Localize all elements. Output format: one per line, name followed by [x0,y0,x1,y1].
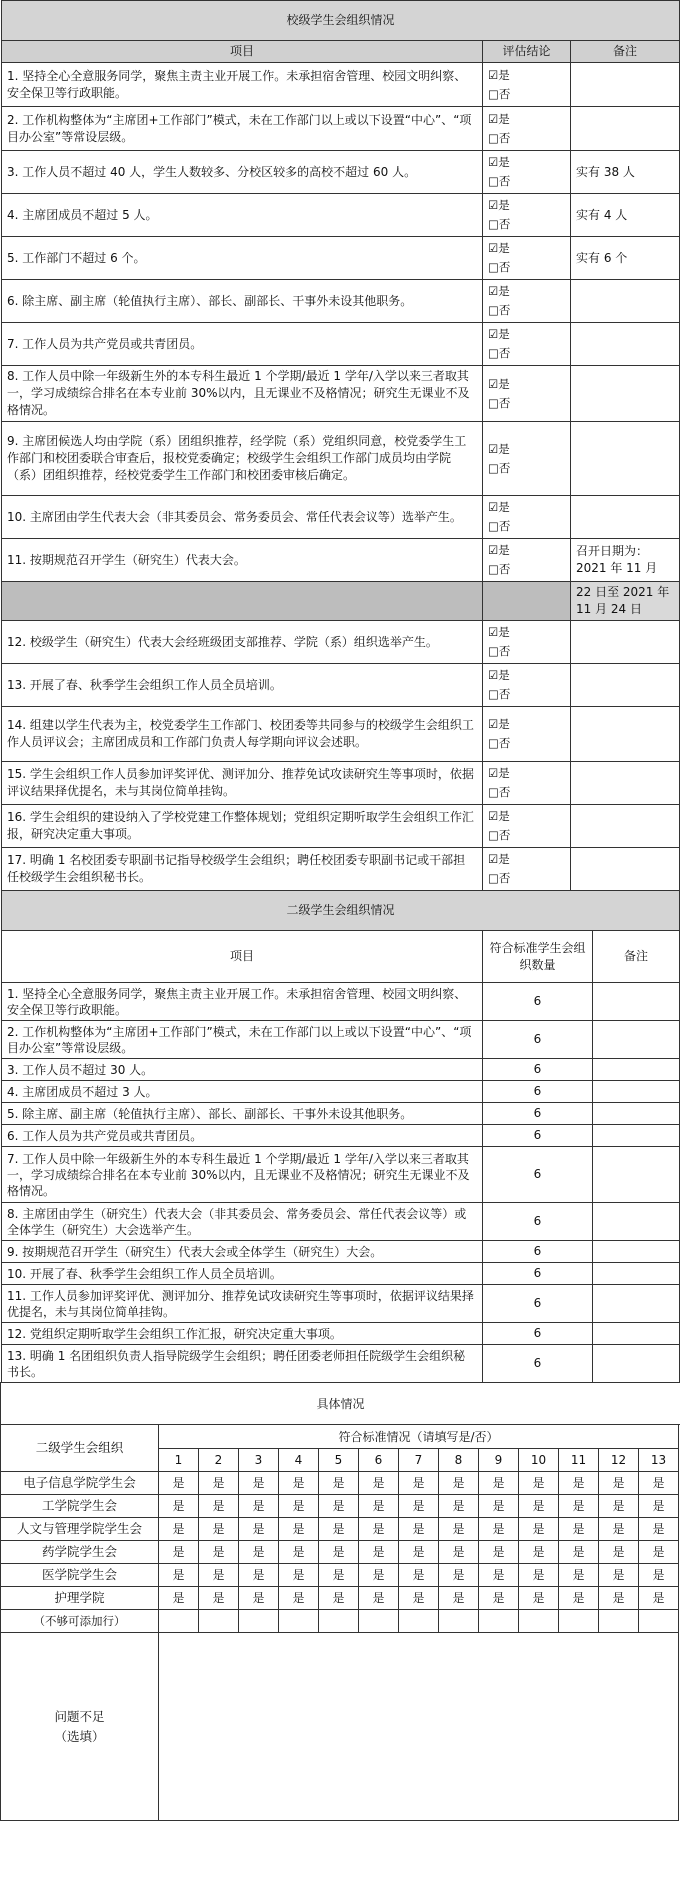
criterion-value[interactable]: 是 [479,1564,519,1587]
table-row [2,323,680,366]
empty-cell[interactable] [519,1610,559,1633]
no-checkbox[interactable]: □否 [488,174,511,188]
empty-cell[interactable] [239,1610,279,1633]
count-cell[interactable]: 6 [483,1285,593,1323]
criterion-value[interactable]: 是 [479,1518,519,1541]
criterion-value[interactable]: 是 [359,1587,399,1610]
result-cell [483,762,571,805]
note-cell[interactable] [593,1147,680,1203]
criterion-value[interactable]: 是 [279,1472,319,1495]
criterion-value[interactable]: 是 [159,1518,199,1541]
note-cell[interactable] [593,1021,680,1059]
note-cell[interactable] [593,1345,680,1383]
section2-title: 二级学生会组织情况 [2,891,680,931]
org-name: 护理学院 [1,1587,159,1610]
criterion-value[interactable]: 是 [439,1472,479,1495]
criterion-number: 13 [639,1449,679,1472]
yes-checkbox[interactable]: ☑是 [488,155,510,169]
criterion-value[interactable]: 是 [439,1541,479,1564]
empty-cell[interactable] [159,1610,199,1633]
criterion-value[interactable]: 是 [239,1472,279,1495]
criterion-value[interactable]: 是 [279,1518,319,1541]
criterion-value[interactable]: 是 [559,1587,599,1610]
criterion-value[interactable]: 是 [319,1541,359,1564]
criterion-number: 8 [439,1449,479,1472]
yes-checkbox[interactable]: ☑是 [488,809,510,823]
criterion-value[interactable]: 是 [279,1564,319,1587]
note-cell[interactable] [593,1263,680,1285]
note-cell[interactable] [593,1081,680,1103]
note-cell [571,848,680,891]
table-row [2,1081,680,1103]
criterion-value[interactable]: 是 [599,1541,639,1564]
table-row [2,194,680,237]
criterion-value[interactable]: 是 [279,1495,319,1518]
criterion-value[interactable]: 是 [279,1541,319,1564]
continuation-row [2,582,680,621]
criteria-header: 符合标准情况（请填写是/否） [159,1425,679,1449]
criterion-value[interactable]: 是 [199,1541,239,1564]
criterion-value[interactable]: 是 [639,1587,679,1610]
item-text: 7. 工作人员为共产党员或共青团员。 [2,323,483,366]
gap-cell [483,582,571,621]
note-cell [571,107,680,151]
criterion-value[interactable]: 是 [479,1541,519,1564]
table-row [2,107,680,151]
note-cell [571,280,680,323]
no-checkbox[interactable]: □否 [488,562,511,576]
item-text: 10. 开展了春、秋季学生会组织工作人员全员培训。 [2,1263,483,1285]
count-cell[interactable]: 6 [483,1203,593,1241]
org-row [1,1587,680,1610]
note-cell[interactable] [593,1059,680,1081]
note-continuation: 22 日至 2021 年 11 月 24 日 [571,582,680,621]
criterion-number: 12 [599,1449,639,1472]
yes-checkbox[interactable]: ☑是 [488,284,510,298]
criterion-value[interactable]: 是 [559,1541,599,1564]
criterion-value[interactable]: 是 [479,1587,519,1610]
criterion-value[interactable]: 是 [319,1495,359,1518]
criterion-value[interactable]: 是 [159,1564,199,1587]
criterion-value[interactable]: 是 [279,1587,319,1610]
criterion-value[interactable]: 是 [439,1495,479,1518]
yes-checkbox[interactable]: ☑是 [488,241,510,255]
criterion-value[interactable]: 是 [639,1564,679,1587]
criterion-value[interactable]: 是 [399,1564,439,1587]
yes-checkbox[interactable]: ☑是 [488,500,510,514]
no-checkbox[interactable]: □否 [488,303,511,317]
table-row [2,1125,680,1147]
item-text: 17. 明确 1 名校团委专职副书记指导校级学生会组织；聘任校团委专职副书记或干部担任校级学生会组织秘书长。 [2,848,483,891]
no-checkbox[interactable]: □否 [488,828,511,842]
criterion-value[interactable]: 是 [439,1564,479,1587]
yes-checkbox[interactable]: ☑是 [488,852,510,866]
org-name: 人文与管理学院学生会 [1,1518,159,1541]
item-text: 14. 组建以学生代表为主，校党委学生工作部门、校团委等共同参与的校级学生会组织工作人员评议会；主席团成员和工作部门负责人每学期向评议会述职。 [2,707,483,762]
note-cell: 实有 4 人 [571,194,680,237]
criterion-value[interactable]: 是 [159,1587,199,1610]
col-note-header: 备注 [571,41,680,63]
yes-checkbox[interactable]: ☑是 [488,441,510,456]
criterion-value[interactable]: 是 [239,1518,279,1541]
criterion-value[interactable]: 是 [359,1472,399,1495]
note-cell[interactable] [593,1125,680,1147]
item-text: 12. 党组织定期听取学生会组织工作汇报，研究决定重大事项。 [2,1323,483,1345]
criterion-value[interactable]: 是 [359,1564,399,1587]
table-row [2,1323,680,1345]
criterion-value[interactable]: 是 [399,1472,439,1495]
result-cell [483,621,571,664]
criterion-value[interactable]: 是 [399,1541,439,1564]
item-text: 15. 学生会组织工作人员参加评奖评优、测评加分、推荐免试攻读研究生等事项时，依据评议结果择优提名，未与其岗位简单挂钩。 [2,762,483,805]
note-cell[interactable] [593,1241,680,1263]
criterion-number: 1 [159,1449,199,1472]
result-cell [483,237,571,280]
note-cell [571,707,680,762]
item-text: 5. 工作部门不超过 6 个。 [2,237,483,280]
item-text: 12. 校级学生（研究生）代表大会经班级团支部推荐、学院（系）组织选举产生。 [2,621,483,664]
note-cell[interactable] [593,1203,680,1241]
note-cell [571,422,680,496]
criterion-value[interactable]: 是 [559,1564,599,1587]
item-text: 4. 主席团成员不超过 5 人。 [2,194,483,237]
table-row [2,1203,680,1241]
criterion-value[interactable]: 是 [199,1564,239,1587]
no-checkbox[interactable]: □否 [488,395,511,410]
result-cell [483,805,571,848]
criterion-value[interactable]: 是 [439,1518,479,1541]
criterion-value[interactable]: 是 [519,1472,559,1495]
section1-title: 校级学生会组织情况 [2,1,680,41]
add-row-hint-row [1,1610,680,1633]
criterion-value[interactable]: 是 [359,1495,399,1518]
criterion-value[interactable]: 是 [599,1472,639,1495]
criterion-value[interactable]: 是 [159,1541,199,1564]
yes-checkbox[interactable]: ☑是 [488,198,510,212]
item-text: 5. 除主席、副主席（轮值执行主席）、部长、副部长、干事外未设其他职务。 [2,1103,483,1125]
problems-row [1,1633,680,1821]
table-row [2,762,680,805]
criterion-value[interactable]: 是 [479,1472,519,1495]
org-name: 药学院学生会 [1,1541,159,1564]
note-cell [571,366,680,422]
criterion-value[interactable]: 是 [519,1541,559,1564]
yes-checkbox[interactable]: ☑是 [488,668,510,682]
item-text: 13. 开展了春、秋季学生会组织工作人员全员培训。 [2,664,483,707]
criterion-value[interactable]: 是 [399,1495,439,1518]
item-text: 1. 坚持全心全意服务同学，聚焦主责主业开展工作。未承担宿舍管理、校园文明纠察、安全保卫等行政职能。 [2,983,483,1021]
result-cell [483,664,571,707]
item-text: 6. 除主席、副主席（轮值执行主席）、部长、副部长、干事外未设其他职务。 [2,280,483,323]
result-cell [483,107,571,151]
criterion-number: 10 [519,1449,559,1472]
table-row [2,1285,680,1323]
criterion-number: 6 [359,1449,399,1472]
note-cell[interactable] [593,1285,680,1323]
note-cell [571,805,680,848]
item-text: 1. 坚持全心全意服务同学，聚焦主责主业开展工作。未承担宿舍管理、校园文明纠察、安全保卫等行政职能。 [2,63,483,107]
table-row [2,422,680,496]
item-text: 9. 主席团候选人均由学院（系）团组织推荐，经学院（系）党组织同意，校党委学生工作部门和校团委联合审查后，报校党委确定；校级学生会组织工作部门成员均由学院（系）团组织推荐，经校党委学生工作部门和校团委审核后确定。 [2,422,483,496]
note-cell[interactable] [593,983,680,1021]
criterion-value[interactable]: 是 [199,1495,239,1518]
item-text: 4. 主席团成员不超过 3 人。 [2,1081,483,1103]
result-cell [483,63,571,107]
criterion-value[interactable]: 是 [599,1587,639,1610]
empty-cell[interactable] [359,1610,399,1633]
empty-cell[interactable] [479,1610,519,1633]
yes-checkbox[interactable]: ☑是 [488,766,510,780]
item-text: 11. 工作人员参加评奖评优、测评加分、推荐免试攻读研究生等事项时，依据评议结果择优提名，未与其岗位简单挂钩。 [2,1285,483,1323]
problems-input[interactable] [159,1633,679,1821]
add-row-hint: （不够可添加行） [1,1610,159,1633]
criterion-number: 2 [199,1449,239,1472]
criterion-value[interactable]: 是 [399,1587,439,1610]
table-row [2,983,680,1021]
count-cell[interactable]: 6 [483,1263,593,1285]
school-level-table [1,0,680,891]
count-cell[interactable]: 6 [483,1241,593,1263]
criterion-value[interactable]: 是 [239,1587,279,1610]
result-cell [483,422,571,496]
problems-label-line2: （选填） [54,1728,105,1744]
result-cell [483,539,571,582]
note-cell [571,496,680,539]
criterion-value[interactable]: 是 [559,1518,599,1541]
yes-checkbox[interactable]: ☑是 [488,543,510,557]
item-text: 9. 按期规范召开学生（研究生）代表大会或全体学生（研究生）大会。 [2,1241,483,1263]
table-row [2,1147,680,1203]
item-text: 2. 工作机构整体为“主席团+工作部门”模式，未在工作部门以上或以下设置“中心”、“项目办公室”等常设层级。 [2,107,483,151]
section3-title: 具体情况 [1,1383,680,1425]
note-cell [571,664,680,707]
criterion-value[interactable]: 是 [519,1495,559,1518]
count-cell[interactable]: 6 [483,983,593,1021]
criterion-value[interactable]: 是 [319,1472,359,1495]
criterion-value[interactable]: 是 [599,1495,639,1518]
yes-checkbox[interactable]: ☑是 [488,376,510,391]
org-name: 医学院学生会 [1,1564,159,1587]
criterion-value[interactable]: 是 [239,1495,279,1518]
criterion-value[interactable]: 是 [199,1518,239,1541]
criterion-value[interactable]: 是 [319,1518,359,1541]
table-row [2,151,680,194]
empty-cell[interactable] [599,1610,639,1633]
criterion-value[interactable]: 是 [439,1587,479,1610]
yes-checkbox[interactable]: ☑是 [488,67,510,82]
note-cell [571,323,680,366]
item-text: 6. 工作人员为共产党员或共青团员。 [2,1125,483,1147]
table-row [2,805,680,848]
table-row [2,848,680,891]
empty-cell[interactable] [639,1610,679,1633]
org-header: 二级学生会组织 [1,1425,159,1472]
gap-cell [2,582,483,621]
criterion-value[interactable]: 是 [599,1564,639,1587]
criterion-value[interactable]: 是 [199,1472,239,1495]
criterion-value[interactable]: 是 [519,1587,559,1610]
table-row [2,1021,680,1059]
table-row [2,280,680,323]
no-checkbox[interactable]: □否 [488,785,511,799]
result-cell [483,323,571,366]
result-cell [483,194,571,237]
no-checkbox[interactable]: □否 [488,346,511,360]
criterion-number: 7 [399,1449,439,1472]
table-row [2,237,680,280]
table-row [2,63,680,107]
criterion-value[interactable]: 是 [639,1541,679,1564]
table-row [2,1241,680,1263]
detail-table [0,1382,680,1821]
org-row [1,1541,680,1564]
criterion-value[interactable]: 是 [359,1541,399,1564]
table-row [2,1059,680,1081]
result-cell [483,366,571,422]
criterion-value[interactable]: 是 [599,1518,639,1541]
note-cell [571,63,680,107]
criterion-value[interactable]: 是 [559,1472,599,1495]
criterion-value[interactable]: 是 [359,1518,399,1541]
org-name: 电子信息学院学生会 [1,1472,159,1495]
result-cell [483,496,571,539]
no-checkbox[interactable]: □否 [488,736,511,750]
table-row [2,1263,680,1285]
criterion-value[interactable]: 是 [639,1495,679,1518]
criterion-number: 9 [479,1449,519,1472]
empty-cell[interactable] [399,1610,439,1633]
problems-label [1,1633,159,1821]
result-cell [483,151,571,194]
table-row [2,707,680,762]
yes-checkbox[interactable]: ☑是 [488,625,510,639]
no-checkbox[interactable]: □否 [488,260,511,274]
no-checkbox[interactable]: □否 [488,644,511,658]
empty-cell[interactable] [199,1610,239,1633]
count-cell[interactable]: 6 [483,1147,593,1203]
table-row [2,1103,680,1125]
item-text: 16. 学生会组织的建设纳入了学校党建工作整体规划；党组织定期听取学生会组织工作汇报，研究决定重大事项。 [2,805,483,848]
col-result-header: 评估结论 [483,41,571,63]
no-checkbox[interactable]: □否 [488,217,511,231]
no-checkbox[interactable]: □否 [488,130,511,145]
criterion-value[interactable]: 是 [559,1495,599,1518]
criterion-number: 5 [319,1449,359,1472]
criterion-value[interactable]: 是 [199,1587,239,1610]
note-cell: 实有 38 人 [571,151,680,194]
item-text: 8. 工作人员中除一年级新生外的本专科生最近 1 个学期/最近 1 学年/入学以来三者取其一，学习成绩综合排名在本专业前 30%以内，且无课业不及格情况；研究生无课业不及格情况。 [2,366,483,422]
col-item-header: 项目 [2,41,483,63]
count-cell[interactable]: 6 [483,1323,593,1345]
criterion-number: 3 [239,1449,279,1472]
org-row [1,1495,680,1518]
college-level-table [1,890,680,1383]
result-cell [483,280,571,323]
criterion-value[interactable]: 是 [319,1564,359,1587]
note-cell [571,762,680,805]
org-row [1,1518,680,1541]
yes-checkbox[interactable]: ☑是 [488,327,510,341]
criterion-value[interactable]: 是 [519,1518,559,1541]
item-text: 10. 主席团由学生代表大会（非其委员会、常务委员会、常任代表会议等）选举产生。 [2,496,483,539]
count-cell[interactable]: 6 [483,1345,593,1383]
criterion-value[interactable]: 是 [159,1495,199,1518]
col-count-header: 符合标准学生会组织数量 [483,931,593,983]
count-cell[interactable]: 6 [483,1081,593,1103]
criterion-value[interactable]: 是 [319,1587,359,1610]
item-text: 3. 工作人员不超过 40 人，学生人数较多、分校区较多的高校不超过 60 人。 [2,151,483,194]
criterion-value[interactable]: 是 [519,1564,559,1587]
item-text: 8. 主席团由学生（研究生）代表大会（非其委员会、常务委员会、常任代表会议等）或全体学生（研究生）大会选举产生。 [2,1203,483,1241]
item-text: 3. 工作人员不超过 30 人。 [2,1059,483,1081]
count-cell[interactable]: 6 [483,1021,593,1059]
empty-cell[interactable] [319,1610,359,1633]
problems-label-line1: 问题不足 [54,1708,105,1724]
empty-cell[interactable] [439,1610,479,1633]
yes-checkbox[interactable]: ☑是 [488,717,510,731]
criterion-value[interactable]: 是 [239,1541,279,1564]
criterion-value[interactable]: 是 [399,1518,439,1541]
note-cell: 实有 6 个 [571,237,680,280]
no-checkbox[interactable]: □否 [488,519,511,533]
empty-cell[interactable] [559,1610,599,1633]
col-note-header: 备注 [593,931,680,983]
criterion-value[interactable]: 是 [239,1564,279,1587]
no-checkbox[interactable]: □否 [488,460,511,475]
table-row [2,366,680,422]
table-row [2,664,680,707]
no-checkbox[interactable]: □否 [488,871,511,885]
org-row [1,1564,680,1587]
note-cell [571,621,680,664]
note-cell: 召开日期为：2021 年 11 月 [571,539,680,582]
count-cell[interactable]: 6 [483,1103,593,1125]
org-name: 工学院学生会 [1,1495,159,1518]
criterion-number: 11 [559,1449,599,1472]
result-cell [483,707,571,762]
no-checkbox[interactable]: □否 [488,86,511,101]
item-text: 11. 按期规范召开学生（研究生）代表大会。 [2,539,483,582]
note-cell[interactable] [593,1103,680,1125]
count-cell[interactable]: 6 [483,1125,593,1147]
table-row [2,496,680,539]
result-cell [483,848,571,891]
criterion-value[interactable]: 是 [479,1495,519,1518]
item-text: 7. 工作人员中除一年级新生外的本专科生最近 1 个学期/最近 1 学年/入学以来三者取其一，学习成绩综合排名在本专业前 30%以内，且无课业不及格情况；研究生无课业不及格情况。 [2,1147,483,1203]
no-checkbox[interactable]: □否 [488,687,511,701]
criterion-value[interactable]: 是 [639,1472,679,1495]
criterion-value[interactable]: 是 [159,1472,199,1495]
criterion-number: 4 [279,1449,319,1472]
yes-checkbox[interactable]: ☑是 [488,111,510,126]
org-row [1,1472,680,1495]
count-cell[interactable]: 6 [483,1059,593,1081]
table-row [2,1345,680,1383]
criterion-value[interactable]: 是 [639,1518,679,1541]
item-text: 13. 明确 1 名团组织负责人指导院级学生会组织；聘任团委老师担任院级学生会组织秘书长。 [2,1345,483,1383]
table-row [2,539,680,582]
table-row [2,621,680,664]
note-cell[interactable] [593,1323,680,1345]
item-text: 2. 工作机构整体为“主席团+工作部门”模式，未在工作部门以上或以下设置“中心”、“项目办公室”等常设层级。 [2,1021,483,1059]
empty-cell[interactable] [279,1610,319,1633]
col-item-header: 项目 [2,931,483,983]
